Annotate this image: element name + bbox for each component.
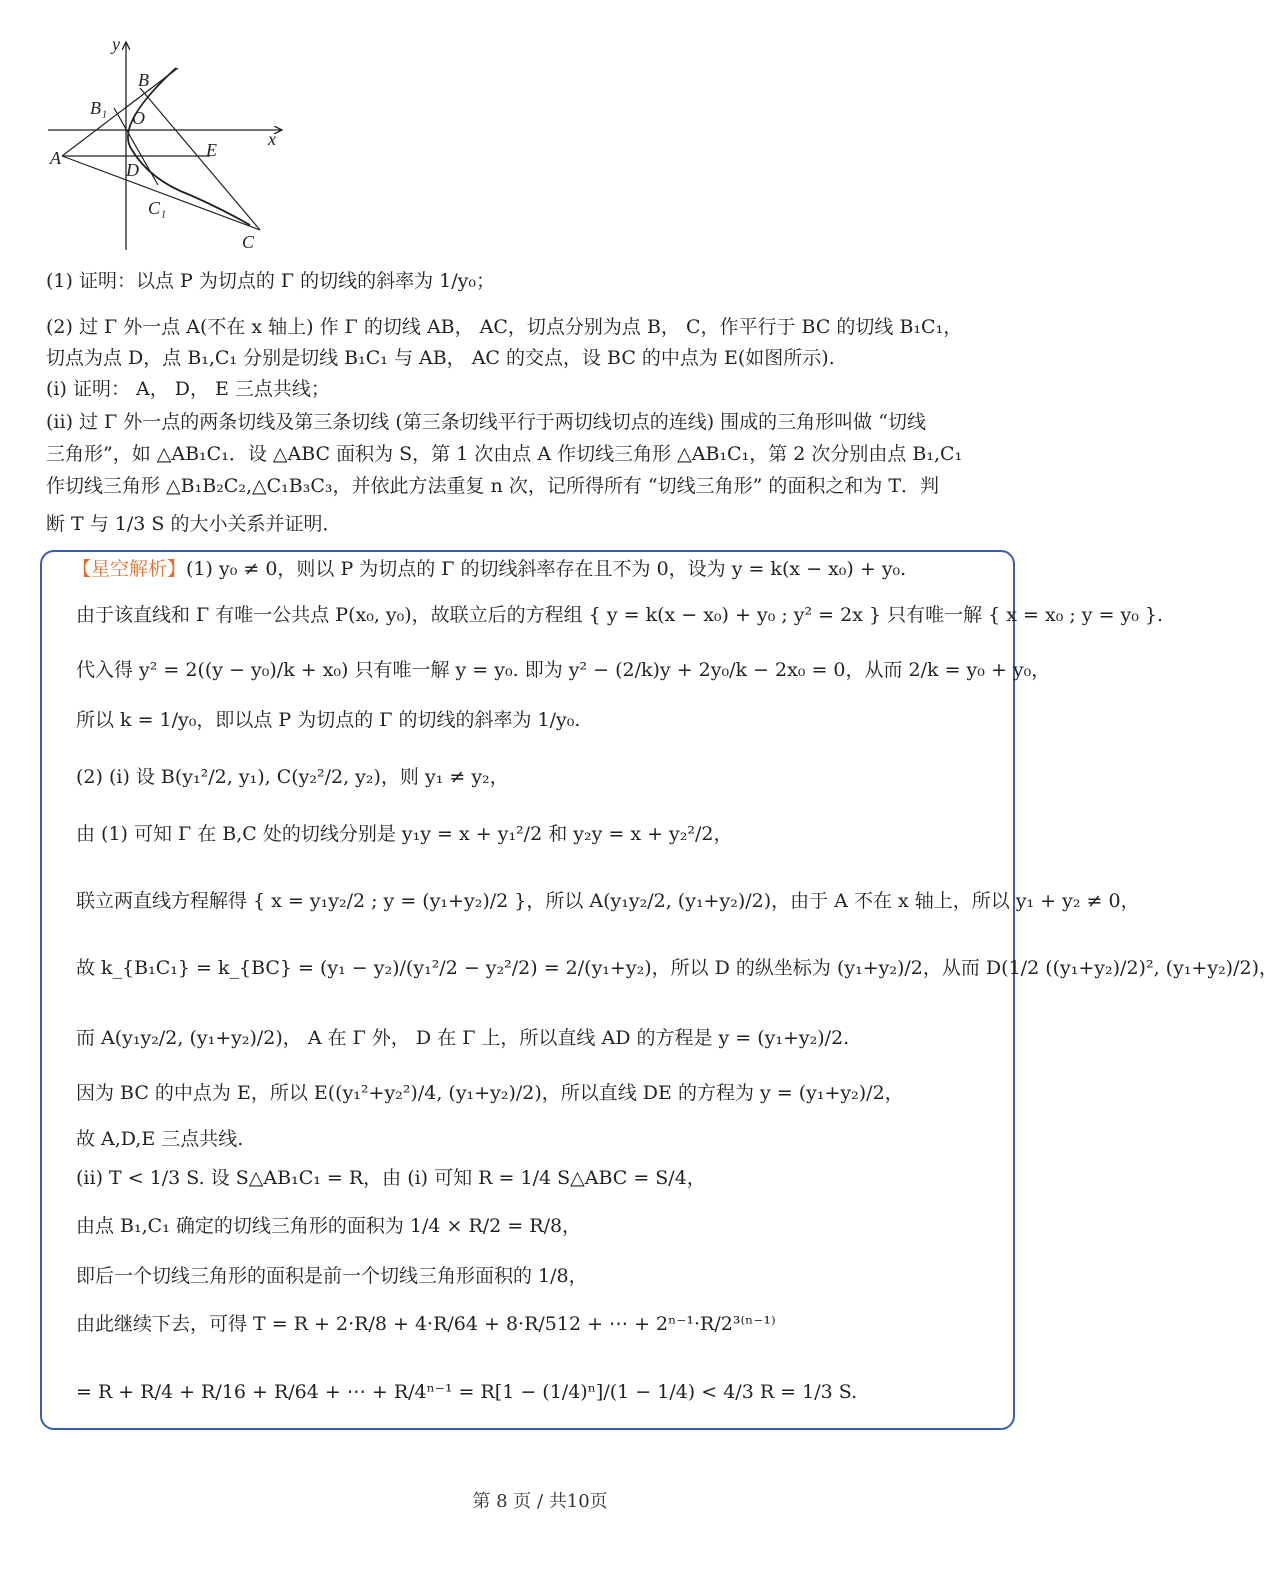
solution-line-16: = R + R/4 + R/16 + R/64 + ⋯ + R/4ⁿ⁻¹ = R[1 − (1/4)ⁿ]/(1 − 1/4) < 4/3 R = 1/3 S. — [76, 1381, 858, 1403]
solution-line-11: 故 A,D,E 三点共线. — [76, 1128, 244, 1150]
label-x: x — [268, 129, 276, 149]
question-part-2i: (i) 证明： A， D， E 三点共线； — [46, 378, 330, 400]
label-y: y — [112, 34, 120, 54]
solution-box — [40, 550, 1015, 1430]
question-part-2ii-line4: 断 T 与 1/3 S 的大小关系并证明． — [46, 513, 342, 535]
solution-line-9: 而 A(y₁y₂/2, (y₁+y₂)/2)， A 在 Γ 外， D 在 Γ 上，所以直线 AD 的方程是 y = (y₁+y₂)/2. — [76, 1027, 850, 1049]
solution-line-7: 联立两直线方程解得 { x = y₁y₂/2 ; y = (y₁+y₂)/2 }，所以 A(y₁y₂/2, (y₁+y₂)/2)，由于 A 不在 x 轴上，所以 y₁ + y₂ ≠ 0， — [76, 890, 1140, 912]
solution-line-8: 故 k_{B₁C₁} = k_{BC} = (y₁ − y₂)/(y₁²/2 − y₂²/2) = 2/(y₁+y₂)，所以 D 的纵坐标为 (y₁+y₂)/2，从而 D(1/2 ((y₁+y₂)/2)², (y₁+y₂)/2)， — [76, 957, 1278, 979]
label-E: E — [206, 140, 217, 160]
question-part-2-line2: 切点为点 D，点 B₁,C₁ 分别是切线 B₁C₁ 与 AB， AC 的交点，设 BC 的中点为 E(如图所示). — [46, 347, 835, 369]
solution-line-12: (ii) T < 1/3 S. 设 S△AB₁C₁ = R，由 (i) 可知 R = 1/4 S△ABC = S/4， — [76, 1167, 706, 1189]
question-part-1: (1) 证明：以点 P 为切点的 Γ 的切线的斜率为 1/y₀； — [46, 270, 495, 292]
line-AC — [62, 156, 260, 230]
solution-tag: 【星空解析】 — [72, 558, 187, 580]
question-part-2ii-line3: 作切线三角形 △B₁B₂C₂,△C₁B₃C₃，并依此方法重复 n 次，记所得所有 “切线三角形” 的面积之和为 T．判 — [46, 475, 940, 497]
label-C: C — [242, 232, 255, 252]
label-D: D — [126, 160, 139, 180]
tangent-figure — [40, 30, 300, 255]
solution-line-5: (2) (i) 设 B(y₁²/2, y₁), C(y₂²/2, y₂)，则 y₁ ≠ y₂， — [76, 766, 509, 788]
page-footer: 第 8 页 / 共10页 — [472, 1491, 608, 1512]
question-part-2ii-line2: 三角形”，如 △AB₁C₁．设 △ABC 面积为 S，第 1 次由点 A 作切线三角形 △AB₁C₁，第 2 次分别由点 B₁,C₁ — [46, 443, 963, 465]
label-B: B — [138, 70, 149, 90]
label-A: A — [50, 148, 61, 168]
solution-line-10: 因为 BC 的中点为 E，所以 E((y₁²+y₂²)/4, (y₁+y₂)/2)，所以直线 DE 的方程为 y = (y₁+y₂)/2， — [76, 1082, 904, 1104]
solution-line-2: 由于该直线和 Γ 有唯一公共点 P(x₀, y₀)，故联立后的方程组 { y = k(x − x₀) + y₀ ; y² = 2x } 只有唯一解 { x = x₀ ; y = y₀ }. — [76, 604, 1164, 626]
question-part-2ii-line1: (ii) 过 Γ 外一点的两条切线及第三条切线 (第三条切线平行于两切线切点的连线) 围成的三角形叫做 “切线 — [46, 411, 926, 433]
solution-line-6: 由 (1) 可知 Γ 在 B,C 处的切线分别是 y₁y = x + y₁²/2 和 y₂y = x + y₂²/2， — [76, 823, 733, 845]
solution-line-1 — [72, 557, 906, 581]
label-C1: C₁ — [148, 198, 167, 218]
solution-line-3: 代入得 y² = 2((y − y₀)/k + x₀) 只有唯一解 y = y₀. 即为 y² − (2/k)y + 2y₀/k − 2x₀ = 0，从而 2/k = y₀ + y₀， — [76, 659, 1051, 681]
solution-line-14: 即后一个切线三角形的面积是前一个切线三角形面积的 1/8， — [76, 1265, 588, 1287]
solution-line-13: 由点 B₁,C₁ 确定的切线三角形的面积为 1/4 × R/2 = R/8， — [76, 1215, 582, 1237]
question-part-2-line1: (2) 过 Γ 外一点 A(不在 x 轴上) 作 Γ 的切线 AB， AC，切点分别为点 B， C，作平行于 BC 的切线 B₁C₁， — [46, 316, 963, 338]
label-B1: B₁ — [90, 98, 108, 118]
label-O: O — [132, 108, 145, 128]
solution-line-4: 所以 k = 1/y₀，即以点 P 为切点的 Γ 的切线的斜率为 1/y₀. — [76, 709, 581, 731]
solution-line-1-text: (1) y₀ ≠ 0，则以 P 为切点的 Γ 的切线斜率存在且不为 0，设为 y = k(x − x₀) + y₀. — [186, 558, 907, 580]
solution-line-15: 由此继续下去，可得 T = R + 2·R/8 + 4·R/64 + 8·R/512 + ⋯ + 2ⁿ⁻¹·R/2³⁽ⁿ⁻¹⁾ — [76, 1313, 776, 1335]
